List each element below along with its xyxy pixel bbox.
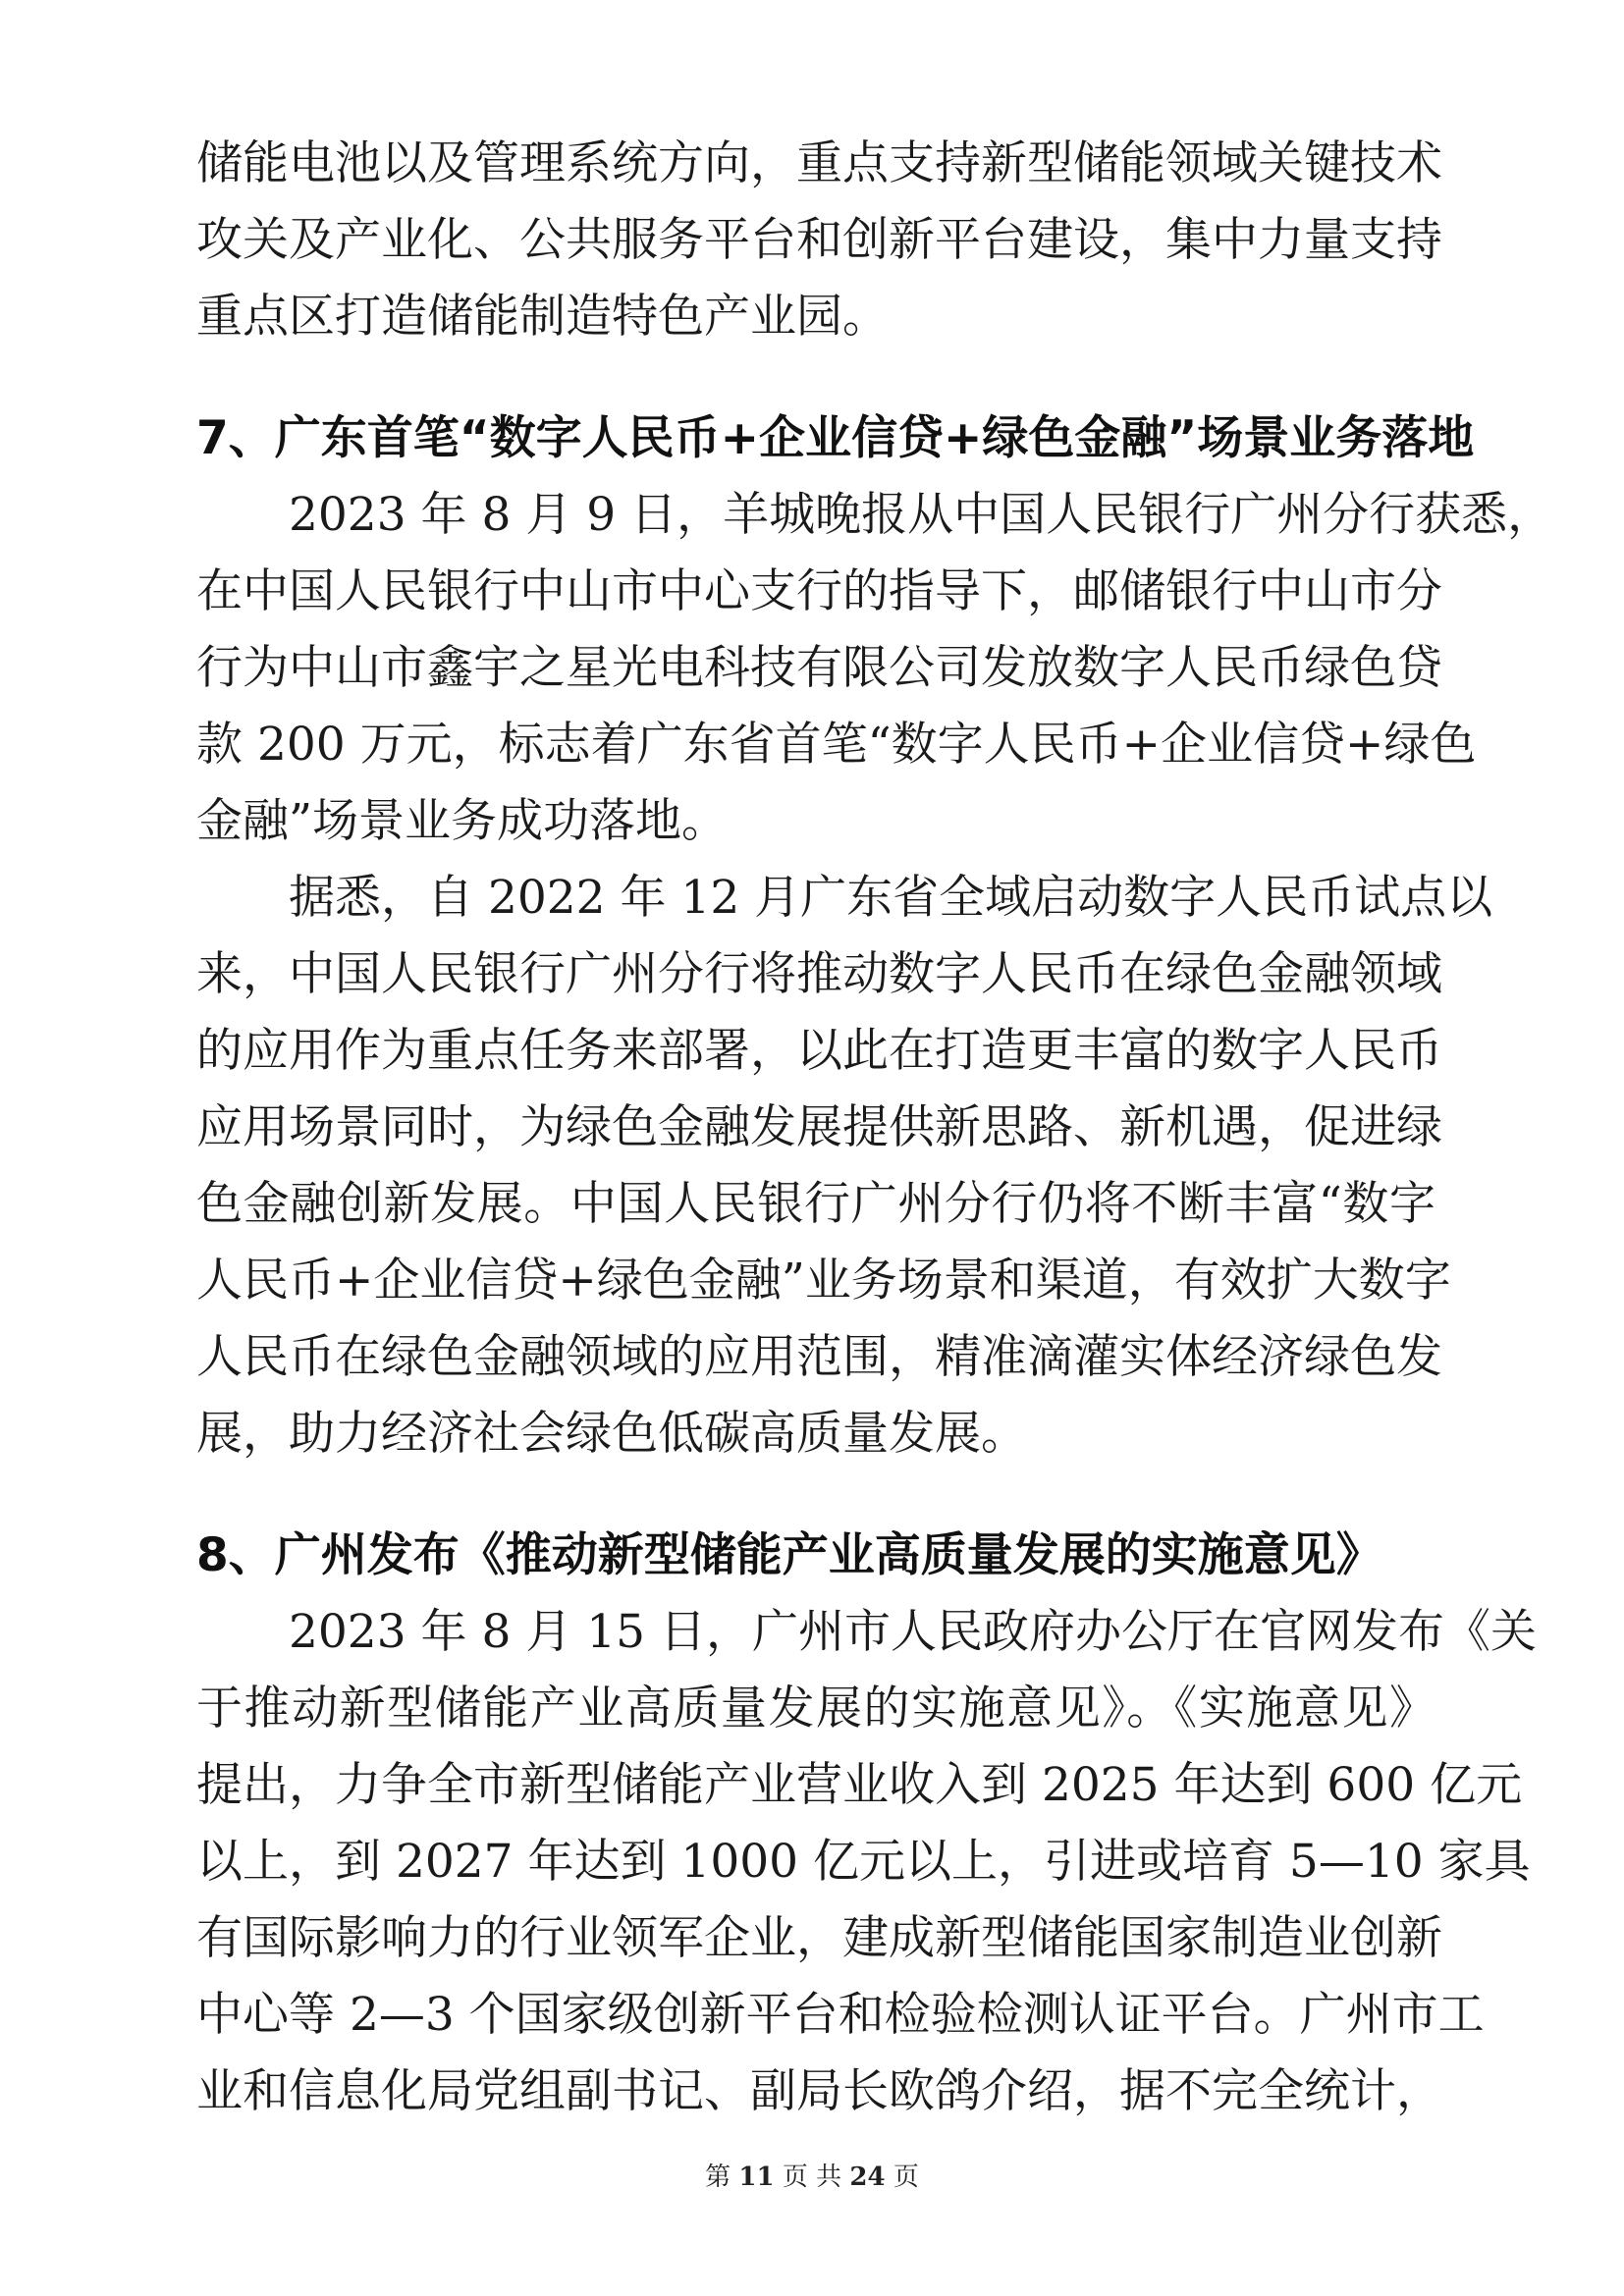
- footer-prefix: 第: [705, 2163, 731, 2192]
- section-8-para-1-line-2: 于推动新型储能产业高质量发展的实施意见》。《实施意见》: [196, 1682, 1435, 1735]
- section-7-para-2-line-7: 人民币在绿色金融领域的应用范围，精准滴灌实体经济绿色发: [196, 1330, 1442, 1384]
- section-7-para-2-line-2: 来，中国人民银行广州分行将推动数字人民币在绿色金融领域: [196, 947, 1442, 1001]
- section-7-para-1-line-5: 金融”场景业务成功落地。: [196, 794, 729, 848]
- section-7-para-1-line-1: 2023 年 8 月 9 日，羊城晚报从中国人民银行广州分行获悉，: [289, 488, 1554, 542]
- section-8-para-1-line-3: 提出，力争全市新型储能产业营业收入到 2025 年达到 600 亿元: [196, 1758, 1523, 1812]
- section-8-para-1-line-6: 中心等 2—3 个国家级创新平台和检验检测认证平台。广州市工: [196, 1988, 1485, 2042]
- section-8-heading: 8、广州发布《推动新型储能产业高质量发展的实施意见》: [196, 1528, 1382, 1582]
- section-7-para-2-line-6: 人民币+企业信贷+绿色金融”业务场景和渠道，有效扩大数字: [196, 1254, 1451, 1308]
- section-8-para-1-line-1: 2023 年 8 月 15 日，广州市人民政府办公厅在官网发布《关: [289, 1605, 1538, 1659]
- footer-middle: 页 共: [782, 2163, 842, 2192]
- section-8-para-1-line-5: 有国际影响力的行业领军企业，建成新型储能国家制造业创新: [196, 1911, 1442, 1965]
- intro-line-3: 重点区打造储能制造特色产业园。: [196, 290, 889, 344]
- section-8-para-1-line-4: 以上，到 2027 年达到 1000 亿元以上，引进或培育 5—10 家具: [196, 1835, 1531, 1889]
- section-7-para-2-line-5: 色金融创新发展。中国人民银行广州分行仍将不断丰富“数字: [196, 1177, 1435, 1231]
- section-7-para-1-line-4: 款 200 万元，标志着广东省首笔“数字人民币+企业信贷+绿色: [196, 718, 1477, 772]
- section-7-para-2-line-1: 据悉，自 2022 年 12 月广东省全域启动数字人民币试点以: [289, 871, 1493, 925]
- section-7-para-2-line-8: 展，助力经济社会绿色低碳高质量发展。: [196, 1407, 1027, 1461]
- intro-line-1: 储能电池以及管理系统方向，重点支持新型储能领域关键技术: [196, 136, 1442, 190]
- section-7-para-2-line-4: 应用场景同时，为绿色金融发展提供新思路、新机遇，促进绿: [196, 1100, 1442, 1154]
- intro-line-2: 攻关及产业化、公共服务平台和创新平台建设，集中力量支持: [196, 213, 1442, 267]
- page-footer: [0, 2158, 1624, 2197]
- section-7-para-1-line-3: 行为中山市鑫宇之星光电科技有限公司发放数字人民币绿色贷: [196, 641, 1442, 695]
- footer-total-pages: 24: [849, 2163, 886, 2192]
- footer-suffix: 页: [893, 2163, 919, 2192]
- section-7-para-1-line-2: 在中国人民银行中山市中心支行的指导下，邮储银行中山市分: [196, 564, 1442, 618]
- footer-current-page: 11: [738, 2163, 775, 2192]
- section-7-para-2-line-3: 的应用作为重点任务来部署，以此在打造更丰富的数字人民币: [196, 1024, 1442, 1078]
- section-8-para-1-line-7: 业和信息化局党组副书记、副局长欧鸽介绍，据不完全统计，: [196, 2064, 1442, 2118]
- section-7-heading: 7、广东首笔“数字人民币+企业信贷+绿色金融”场景业务落地: [196, 411, 1475, 465]
